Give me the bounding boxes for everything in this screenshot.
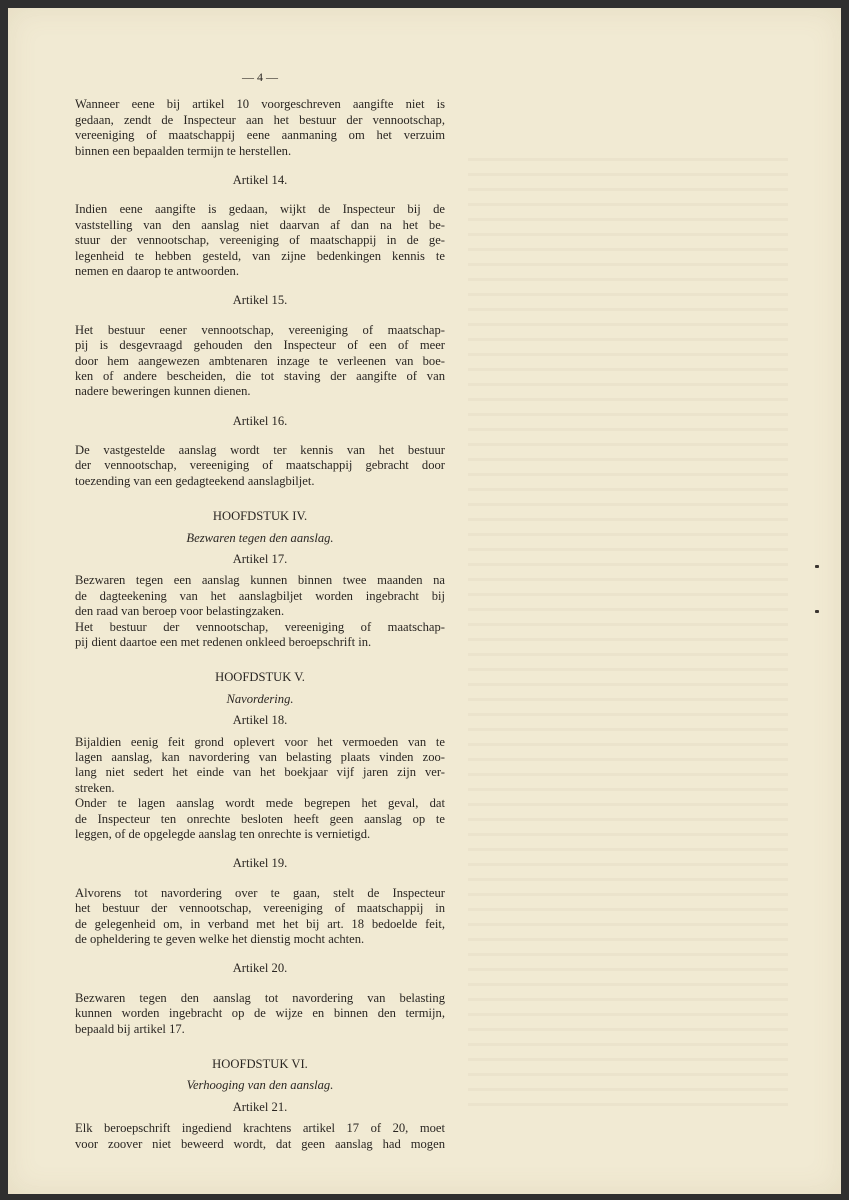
- paragraph: [75, 991, 445, 1037]
- text-line: de dagteekening van het aanslagbiljet worden ingebracht bij: [75, 588, 445, 603]
- text-line: de opheldering te geven welke het dienstig mocht achten.: [75, 931, 365, 946]
- article-heading: Artikel 15.: [232, 293, 288, 308]
- text-line: Alvorens tot navordering over te gaan, stelt de Inspecteur: [75, 885, 445, 900]
- text-line: De vastgestelde aanslag wordt ter kennis van het bestuur: [75, 443, 445, 458]
- text-column: [75, 70, 445, 1166]
- paragraph: [75, 620, 445, 651]
- chapter-heading: HOOFDSTUK IV.: [212, 509, 308, 524]
- text-line: Elk beroepschrift ingediend krachtens artikel 17 of 20, moet: [75, 1121, 445, 1136]
- document-body: [75, 97, 445, 1166]
- paragraph: [75, 443, 445, 489]
- text-line: der vennootschap, vereeniging of maatschappij gebracht door: [75, 458, 445, 473]
- show-through-text: [468, 158, 788, 1118]
- text-line: Bezwaren tegen een aanslag kunnen binnen twee maanden na: [75, 573, 445, 588]
- text-line: leggen, of de opgelegde aanslag ten onrechte is vernietigd.: [75, 827, 371, 841]
- text-line: Het bestuur eener vennootschap, vereeniging of maatschap-: [75, 322, 445, 337]
- text-line: Indien eene aangifte is gedaan, wijkt de Inspecteur bij de: [75, 202, 445, 217]
- text-line: pij dient daartoe een met redenen onkleed beroepschrift in.: [75, 635, 372, 650]
- text-line: kunnen worden ingebracht op de wijze en binnen den termijn,: [75, 1006, 445, 1021]
- text-line: de Inspecteur ten onrechte besloten heeft geen aanslag op te: [75, 811, 445, 826]
- text-line: Wanneer eene bij artikel 10 voorgeschreven aangifte niet is: [75, 97, 445, 112]
- page-number: — 4 —: [242, 70, 278, 84]
- text-line: toezending van een gedagteekend aanslagbiljet.: [75, 473, 315, 488]
- paragraph: [75, 573, 445, 619]
- paragraph: [75, 796, 445, 842]
- paragraph: [75, 323, 445, 400]
- text-line: bepaald bij artikel 17.: [75, 1021, 185, 1036]
- text-line: het bestuur der vennootschap, vereeniging of maatschappij in: [75, 901, 445, 916]
- article-heading: Artikel 14.: [232, 172, 288, 187]
- paragraph: [75, 886, 445, 948]
- article-heading: Artikel 19.: [232, 856, 288, 871]
- text-line: legenheid te hebben gesteld, van zijne bedenkingen kennis te: [75, 248, 445, 263]
- article-heading: Artikel 16.: [232, 413, 288, 428]
- paragraph: [75, 1121, 445, 1152]
- text-line: de gelegenheid om, in verband met het bij art. 18 bedoelde feit,: [75, 916, 445, 931]
- text-line: Bezwaren tegen den aanslag tot navordering van belasting: [75, 990, 445, 1005]
- article-heading: Artikel 21.: [232, 1099, 288, 1114]
- text-line: vereeniging of maatschappij eene aanmaning om het verzuim: [75, 128, 445, 143]
- chapter-subtitle: Navordering.: [226, 691, 294, 706]
- paragraph: [75, 202, 445, 279]
- text-line: nemen en daarop te antwoorden.: [75, 263, 240, 278]
- margin-mark: [815, 565, 819, 568]
- text-line: binnen een bepaalden termijn te herstellen.: [75, 143, 292, 158]
- article-heading: Artikel 18.: [232, 713, 288, 728]
- paragraph: [75, 735, 445, 797]
- text-line: lagen aanslag, kan navordering van belasting plaats vinden zoo-: [75, 750, 445, 765]
- text-line: Onder te lagen aanslag wordt mede begrepen het geval, dat: [75, 796, 445, 811]
- text-line: gedaan, zendt de Inspecteur aan het bestuur der vennootschap,: [75, 112, 445, 127]
- chapter-heading: HOOFDSTUK VI.: [212, 1056, 308, 1071]
- text-line: nadere beweringen kunnen dienen.: [75, 384, 251, 399]
- text-line: Bijaldien eenig feit grond oplevert voor het vermoeden van te: [75, 734, 445, 749]
- text-line: vaststelling van den aanslag niet daarvan af dan na het be-: [75, 217, 445, 232]
- text-line: ken of andere bescheiden, die tot staving der aangifte of van: [75, 368, 445, 383]
- paragraph: [75, 97, 445, 159]
- chapter-subtitle: Verhooging van den aanslag.: [186, 1078, 334, 1093]
- article-heading: Artikel 20.: [232, 961, 288, 976]
- text-line: door hem aangewezen ambtenaren inzage te verleenen van boe-: [75, 353, 445, 368]
- article-heading: Artikel 17.: [232, 552, 288, 567]
- text-line: voor zoover niet beweerd wordt, dat geen aanslag had mogen: [75, 1136, 445, 1151]
- text-line: pij is desgevraagd gehouden den Inspecteur of een of meer: [75, 338, 445, 353]
- chapter-heading: HOOFDSTUK V.: [215, 670, 305, 685]
- margin-mark: [815, 610, 819, 613]
- chapter-subtitle: Bezwaren tegen den aanslag.: [186, 530, 334, 545]
- text-line: stuur der vennootschap, vereeniging of maatschappij in de ge-: [75, 233, 445, 248]
- text-line: streken.: [75, 780, 115, 795]
- text-line: lang niet sedert het einde van het boekjaar vijf jaren zijn ver-: [75, 765, 445, 780]
- text-line: Het bestuur der vennootschap, vereeniging of maatschap-: [75, 619, 445, 634]
- text-line: den raad van beroep voor belastingzaken.: [75, 604, 285, 619]
